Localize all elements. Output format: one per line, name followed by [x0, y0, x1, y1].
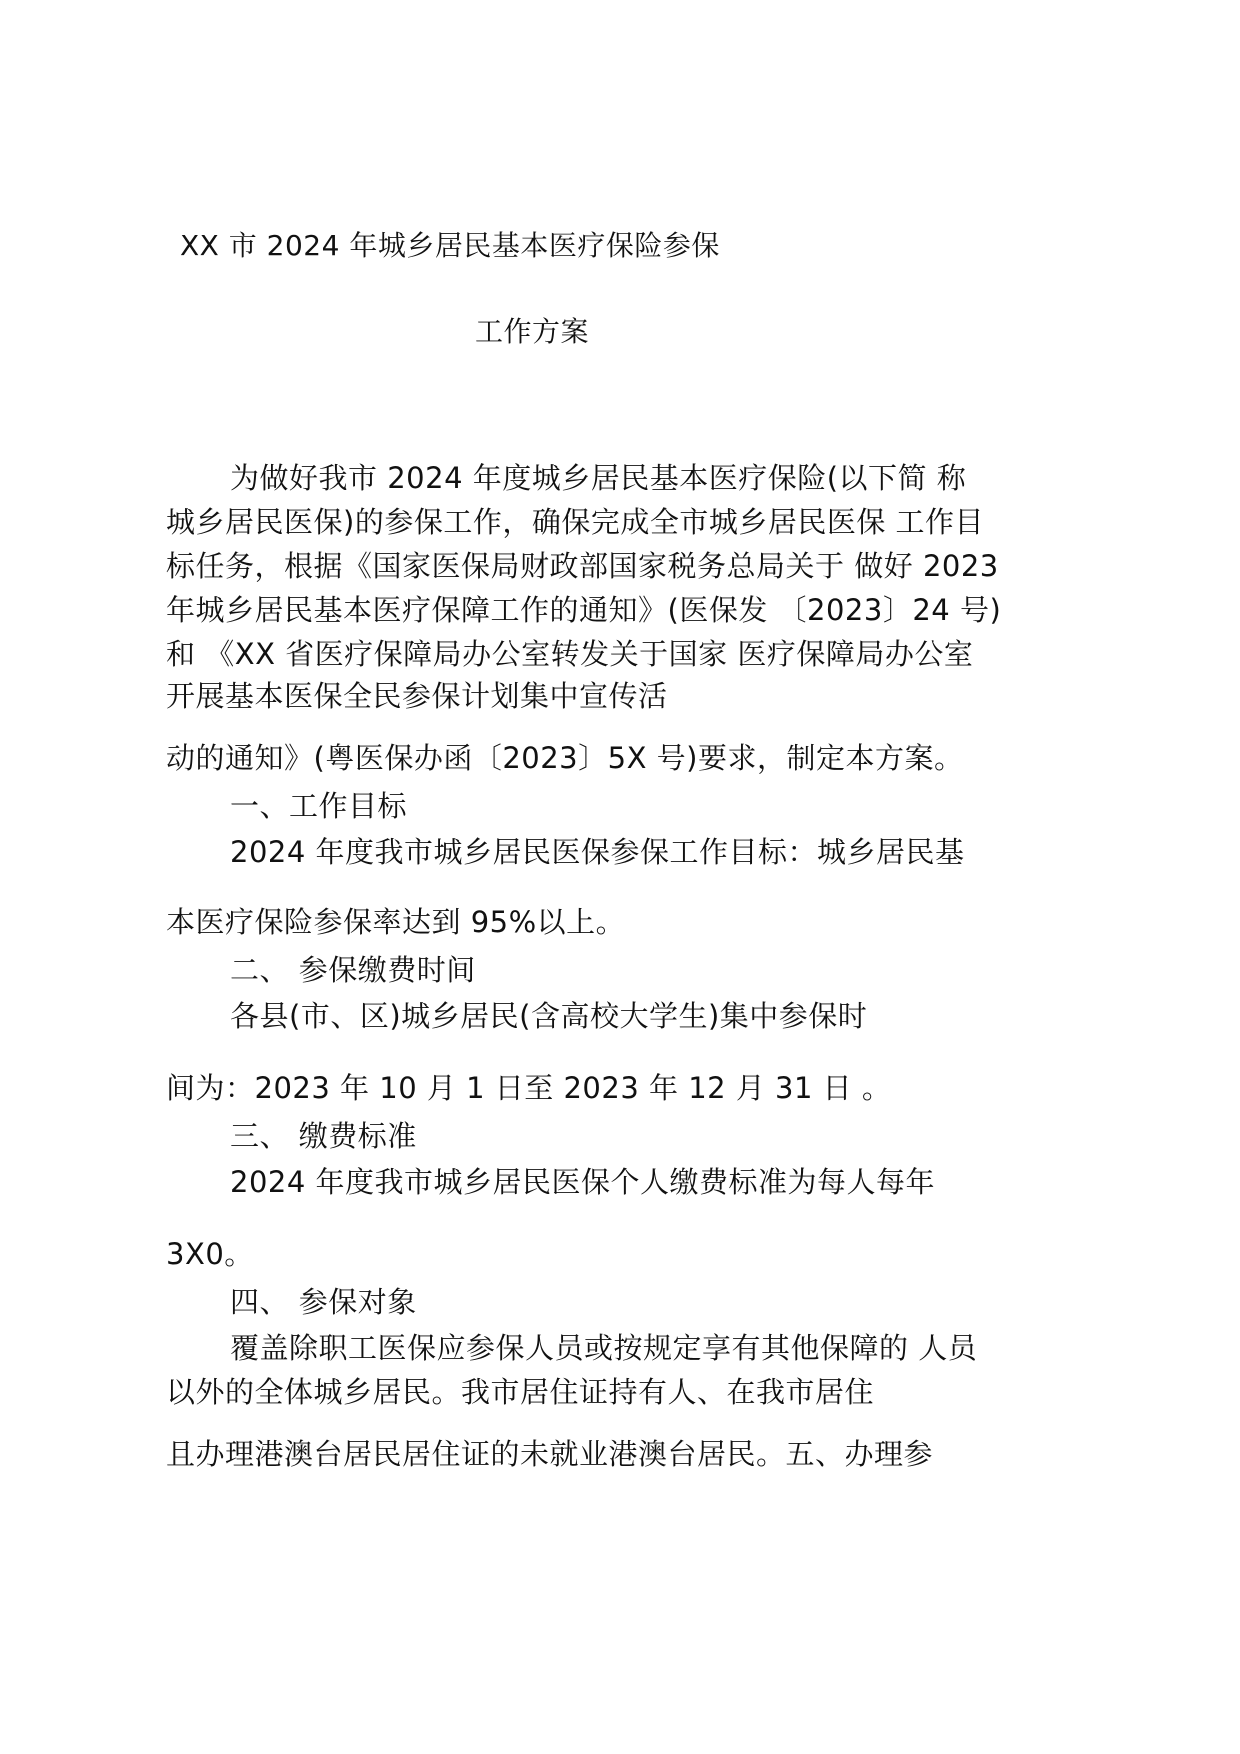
body-line: 3X0。: [166, 1237, 254, 1271]
body-line: 以外的全体城乡居民。我市居住证持有人、在我市居住: [166, 1375, 875, 1409]
body-line: 间为：2023 年 10 月 1 日至 2023 年 12 月 31 日 。: [166, 1071, 892, 1105]
body-line: 标任务，根据《国家医保局财政部国家税务总局关于 做好 2023: [166, 549, 999, 583]
section-heading: 四、 参保对象: [230, 1285, 417, 1319]
body-line: 开展基本医保全民参保计划集中宣传活: [166, 679, 668, 713]
document-title-line-1: XX 市 2024 年城乡居民基本医疗保险参保: [180, 229, 720, 262]
body-line: 2024 年度我市城乡居民医保个人缴费标准为每人每年: [230, 1165, 936, 1199]
body-line: 城乡居民医保)的参保工作，确保完成全市城乡居民医保 工作目: [166, 505, 985, 539]
section-heading: 二、 参保缴费时间: [230, 953, 476, 987]
body-line: 动的通知》(粤医保办函〔2023〕5X 号)要求，制定本方案。: [166, 741, 964, 775]
body-line: 年城乡居民基本医疗保障工作的通知》(医保发 〔2023〕24 号): [166, 593, 1002, 627]
body-line: 且办理港澳台居民居住证的未就业港澳台居民。五、办理参: [166, 1437, 934, 1471]
section-heading: 三、 缴费标准: [230, 1119, 417, 1153]
body-line: 和 《XX 省医疗保障局办公室转发关于国家 医疗保障局办公室: [166, 637, 974, 671]
section-heading: 一、工作目标: [230, 789, 408, 823]
body-line: 为做好我市 2024 年度城乡居民基本医疗保险(以下简 称: [230, 461, 967, 495]
document-title-line-2: 工作方案: [475, 315, 590, 348]
body-line: 2024 年度我市城乡居民医保参保工作目标：城乡居民基: [230, 835, 965, 869]
body-line: 覆盖除职工医保应参保人员或按规定享有其他保障的 人员: [230, 1331, 978, 1365]
body-line: 本医疗保险参保率达到 95%以上。: [166, 905, 626, 939]
body-line: 各县(市、区)城乡居民(含高校大学生)集中参保时: [230, 999, 868, 1033]
